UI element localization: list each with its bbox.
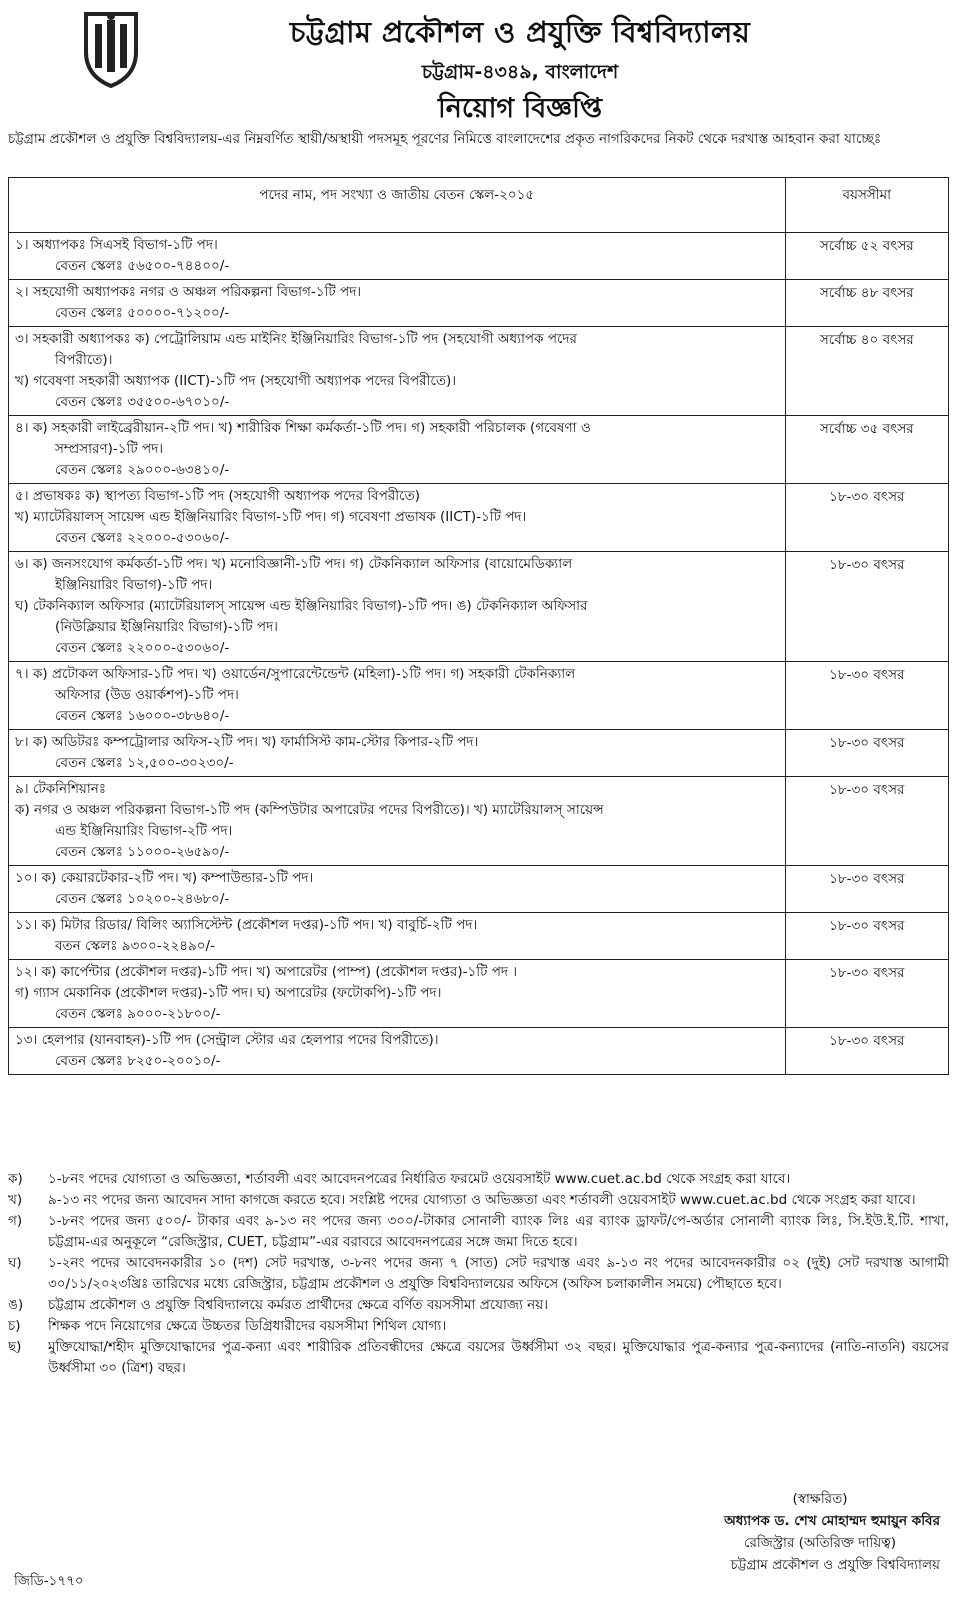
post-line: বতন স্কেলঃ ৯৩০০-২২৪৯০/- (55, 938, 215, 954)
post-cell (9, 416, 786, 484)
post-line: বেতন স্কেলঃ ১০২০০-২৪৬৮০/- (55, 891, 230, 907)
post-line: (নিউক্লিয়ার ইঞ্জিনিয়ারিং বিভাগ)-১টি পদ। (55, 619, 279, 635)
note-item (8, 1169, 949, 1190)
age-limit-cell: ১৮-৩০ বৎসর (785, 1028, 948, 1075)
notice-header (0, 0, 957, 128)
post-line: বেতন স্কেলঃ ৫০০০০-৭১২০০/- (55, 305, 230, 321)
post-cell (9, 777, 786, 866)
notice-title: নিয়োগ বিজ্ঞপ্তি (437, 93, 603, 124)
age-limit-cell: ১৮-৩০ বৎসর (785, 730, 948, 777)
column-header-post: পদের নাম, পদ সংখ্যা ও জাতীয় বেতন স্কেল-২০১৫ (9, 178, 786, 233)
note-key: ঘ) (8, 1255, 22, 1271)
age-limit-cell: সর্বোচ্চ ৫২ বৎসর (785, 233, 948, 280)
table-row (9, 662, 949, 730)
age-limit-cell: ১৮-৩০ বৎসর (785, 662, 948, 730)
note-item (8, 1337, 949, 1379)
post-line: বিপরীতে)। (55, 352, 113, 368)
table-row (9, 233, 949, 280)
post-cell (9, 960, 786, 1028)
note-text: ১-৮নং পদের জন্য ৫০০/- টাকার এবং ৯-১৩ নং পদের জন্য ৩০০/-টাকার সোনালী ব্যাংক লিঃ এর ব্যাংক ড্রাফট/পে-অর্ডার সোনালী ব্যাংক লিঃ, সি.ইউ.ই.টি. শাখা, চট্টগ্রাম-এর অনুকূলে “রেজিস্ট্রার, CUET, চট্টগ্রাম”-এর বরাবরে আবেদনপত্রের সঙ্গে জমা দিতে হবে। (48, 1213, 949, 1250)
note-item (8, 1211, 949, 1253)
post-cell (9, 913, 786, 960)
reference-number: জিডি-১৭৭০ (14, 1573, 84, 1589)
post-line: বেতন স্কেলঃ ১২,৫০০-৩০২৩০/- (55, 755, 234, 771)
table-row (9, 484, 949, 552)
post-line: বেতন স্কেলঃ ৫৬৫০০-৭৪৪০০/- (55, 258, 230, 274)
table-row (9, 1028, 949, 1075)
signatory-name: অধ্যাপক ড. শেখ মোহাম্মদ হুমায়ুন কবির (724, 1513, 940, 1529)
post-cell (9, 552, 786, 662)
table-row (9, 327, 949, 416)
table-row (9, 913, 949, 960)
table-row (9, 280, 949, 327)
signatory-institution: চট্টগ্রাম প্রকৌশল ও প্রযুক্তি বিশ্ববিদ্যালয় (730, 1557, 940, 1573)
post-line: ২। সহযোগী অধ্যাপকঃ নগর ও অঞ্চল পরিকল্পনা বিভাগ-১টি পদ। (15, 284, 362, 300)
note-key: ক) (8, 1171, 23, 1187)
age-limit-cell: সর্বোচ্চ ৪০ বৎসর (785, 327, 948, 416)
signature-block (540, 1488, 940, 1576)
table-row (9, 777, 949, 866)
university-name: চট্টগ্রাম প্রকৌশল ও প্রযুক্তি বিশ্ববিদ্যালয় (289, 15, 751, 49)
table-row (9, 730, 949, 777)
post-line: খ) ম্যাটেরিয়ালস্ সায়েন্স এন্ড ইঞ্জিনিয়ারিং বিভাগ-১টি পদ। গ) গবেষণা প্রভাষক (IICT)-১টি পদ। (15, 509, 527, 525)
age-limit-cell: ১৮-৩০ বৎসর (785, 866, 948, 913)
note-text: চট্টগ্রাম প্রকৌশল ও প্রযুক্তি বিশ্ববিদ্যালয়ে কর্মরত প্রার্থীদের ক্ষেত্রে বর্ণিত বয়সসীমা প্রযোজ্য নয়। (48, 1297, 549, 1313)
age-limit-cell: ১৮-৩০ বৎসর (785, 777, 948, 866)
post-line: বেতন স্কেলঃ ৮২৫০-২০০১০/- (55, 1053, 221, 1069)
post-line: অফিসার (উড ওয়ার্কশপ)-১টি পদ। (55, 687, 239, 703)
note-item (8, 1316, 949, 1337)
age-limit-cell: ১৮-৩০ বৎসর (785, 960, 948, 1028)
post-line: এন্ড ইঞ্জিনিয়ারিং বিভাগ-২টি পদ। (55, 823, 233, 839)
note-text: ৯-১৩ নং পদের জন্য আবেদন সাদা কাগজে করতে হবে। সংশ্লিষ্ট পদের যোগ্যতা ও অভিজ্ঞতা এবং শর্তাবলী ওয়েবসাইট www.cuet.ac.bd থেকে সংগ্রহ করা যাবে। (48, 1192, 916, 1208)
post-line: ১১। ক) মিটার রিডার/ বিলিং অ্যাসিস্টেন্ট (প্রকৌশল দপ্তর)-১টি পদ। খ) বাবুর্চি-২টি পদ। (15, 917, 478, 933)
post-line: ১০। ক) কেয়ারটেকার-২টি পদ। খ) কম্পাউন্ডার-১টি পদ। (15, 870, 314, 886)
post-cell (9, 1028, 786, 1075)
post-cell (9, 233, 786, 280)
post-cell (9, 484, 786, 552)
post-line: ৮। ক) অডিটরঃ কম্পট্রোলার অফিস-২টি পদ। খ) ফার্মাসিস্ট কাম-স্টোর কিপার-২টি পদ। (15, 734, 479, 750)
post-line: ৫। প্রভাষকঃ ক) স্থাপত্য বিভাগ-১টি পদ (সহযোগী অধ্যাপক পদের বিপরীতে) (15, 488, 420, 504)
note-text: মুক্তিযোদ্ধা/শহীদ মুক্তিযোদ্ধাদের পুত্র-কন্যা এবং শারীরিক প্রতিবন্ধীদের ক্ষেত্রে বয়সের উর্ধ্বসীমা ৩২ বছর। মুক্তিযোদ্ধার পুত্র-কন্যার পুত্র-কন্যাদের (নাতি-নাতনি) বয়সের উর্ধ্বসীমা ৩০ (ত্রিশ) বছর। (48, 1339, 949, 1376)
note-item (8, 1295, 949, 1316)
post-line: ক) নগর ও অঞ্চল পরিকল্পনা বিভাগ-১টি পদ (কম্পিউটার অপারেটর পদের বিপরীতে)। খ) ম্যাটেরিয়ালস্ সায়েন্স (15, 802, 604, 818)
post-line: বেতন স্কেলঃ ১৬০০০-৩৮৬৪০/- (55, 708, 230, 724)
intro-paragraph: চট্টগ্রাম প্রকৌশল ও প্রযুক্তি বিশ্ববিদ্যালয়-এর নিম্নবর্ণিত স্থায়ী/অস্থায়ী পদসমূহ পূরণের নিমিত্তে বাংলাদেশের প্রকৃত নাগরিকদের নিকট থেকে দরখাস্ত আহবান করা যাচ্ছেঃ (8, 131, 882, 147)
age-limit-cell: সর্বোচ্চ ৪৮ বৎসর (785, 280, 948, 327)
post-line: বেতন স্কেলঃ ২২০০০-৫৩০৬০/- (55, 530, 230, 546)
note-item (8, 1190, 949, 1211)
age-limit-cell: ১৮-৩০ বৎসর (785, 484, 948, 552)
note-key: চ) (8, 1318, 21, 1334)
column-header-age: বয়সসীমা (785, 178, 948, 233)
post-line: ৪। ক) সহকারী লাইব্রেরীয়ান-২টি পদ। খ) শারীরিক শিক্ষা কর্মকর্তা-১টি পদ। গ) সহকারী পরিচালক (গবেষণা ও (15, 420, 591, 436)
university-logo-icon (76, 6, 146, 90)
post-cell (9, 662, 786, 730)
post-line: ঘ) টেকনিক্যাল অফিসার (ম্যাটেরিয়ালস্ সায়েন্স এন্ড ইঞ্জিনিয়ারিং বিভাগ)-১টি পদ। ঙ) টেকনিক্যাল অফিসার (15, 598, 588, 614)
post-line: ৭। ক) প্রটোকল অফিসার-১টি পদ। খ) ওয়ার্ডেন/সুপারেন্টেন্ডেন্ট (মহিলা)-১টি পদ। গ) সহকারী টেকনিক্যাল (15, 666, 576, 682)
table-row (9, 552, 949, 662)
note-key: গ) (8, 1213, 23, 1229)
table-row (9, 416, 949, 484)
post-line: বেতন স্কেলঃ ৯০০০-২১৮০০/- (55, 1006, 221, 1022)
note-key: ছ) (8, 1339, 22, 1355)
post-line: ১৩। হেলপার (যানবাহন)-১টি পদ (সেন্ট্রাল স্টোর এর হেলপার পদের বিপরীতে)। (15, 1032, 439, 1048)
post-line: গ) গ্যাস মেকানিক (প্রকৌশল দপ্তর)-১টি পদ। ঘ) অপারেটর (ফটোকপি)-১টি পদ। (15, 985, 442, 1001)
signatory-designation: রেজিস্ট্রার (অতিরিক্ত দায়িত্ব) (743, 1535, 897, 1551)
post-line: ১২। ক) কার্পেন্টার (প্রকৌশল দপ্তর)-১টি পদ। খ) অপারেটর (পাম্প) (প্রকৌশল দপ্তর)-১টি পদ । (15, 964, 518, 980)
post-cell (9, 730, 786, 777)
post-line: বেতন স্কেলঃ ২৯০০০-৬৩৪১০/- (55, 462, 230, 478)
note-item (8, 1253, 949, 1295)
post-line: সম্প্রসারণ)-১টি পদ। (55, 441, 164, 457)
post-line: ৩। সহকারী অধ্যাপকঃ ক) পেট্রোলিয়াম এন্ড মাইনিং ইঞ্জিনিয়ারিং বিভাগ-১টি পদ (সহযোগী অধ্যাপক পদের (15, 331, 577, 347)
age-limit-cell: সর্বোচ্চ ৩৫ বৎসর (785, 416, 948, 484)
post-line: খ) গবেষণা সহকারী অধ্যাপক (IICT)-১টি পদ (সহযোগী অধ্যাপক পদের বিপরীতে)। (15, 373, 457, 389)
note-text: ১-২নং পদের আবেদনকারীর ১০ (দশ) সেট দরখাস্ত, ৩-৮নং পদের জন্য ৭ (সাত) সেট দরখাস্ত এবং ৯-১৩ নং পদের আবেদনকারীর ০২ (দুই) সেট দরখাস্ত আগামী ৩০/১১/২০২৩খ্রিঃ তারিখের মধ্যে রেজিস্ট্রার, চট্টগ্রাম প্রকৌশল ও প্রযুক্তি বিশ্ববিদ্যালয়ের অফিসে (অফিস চলাকালীন সময়ে) পৌছাতে হবে। (48, 1255, 949, 1292)
post-line: ৬। ক) জনসংযোগ কর্মকর্তা-১টি পদ। খ) মনোবিজ্ঞানী-১টি পদ। গ) টেকনিক্যাল অফিসার (বায়োমেডিক্যাল (15, 556, 573, 572)
post-line: ইঞ্জিনিয়ারিং বিভাগ)-১টি পদ। (55, 577, 213, 593)
note-text: শিক্ষক পদে নিয়োগের ক্ষেত্রে উচ্চতর ডিগ্রিধারীদের বয়সসীমা শিথিল যোগ্য। (48, 1318, 447, 1334)
post-line: ১। অধ্যাপকঃ সিএসই বিভাগ-১টি পদ। (15, 237, 218, 253)
note-key: ঙ) (8, 1297, 24, 1313)
post-cell (9, 327, 786, 416)
post-cell (9, 866, 786, 913)
university-address: চট্টগ্রাম-৪৩৪৯, বাংলাদেশ (421, 61, 619, 83)
note-key: খ) (8, 1192, 23, 1208)
posts-table (8, 177, 949, 1075)
signed-label: (স্বাক্ষরিত) (792, 1491, 848, 1507)
post-line: ৯। টেকনিশিয়ানঃ (15, 781, 107, 797)
table-header-row (9, 178, 949, 233)
age-limit-cell: ১৮-৩০ বৎসর (785, 552, 948, 662)
post-line: বেতন স্কেলঃ ১১০০০-২৬৫৯০/- (55, 844, 230, 860)
post-line: বেতন স্কেলঃ ৩৫৫০০-৬৭০১০/- (55, 394, 230, 410)
table-row (9, 866, 949, 913)
post-cell (9, 280, 786, 327)
notes-list (8, 1169, 949, 1379)
table-row (9, 960, 949, 1028)
post-line: বেতন স্কেলঃ ২২০০০-৫৩০৬০/- (55, 640, 230, 656)
age-limit-cell: ১৮-৩০ বৎসর (785, 913, 948, 960)
note-text: ১-৮নং পদের যোগ্যতা ও অভিজ্ঞতা, শর্তাবলী এবং আবেদনপত্রের নির্ধারিত ফরমেট ওয়েবসাইট www.cuet.ac.bd থেকে সংগ্রহ করা যাবে। (48, 1171, 791, 1187)
